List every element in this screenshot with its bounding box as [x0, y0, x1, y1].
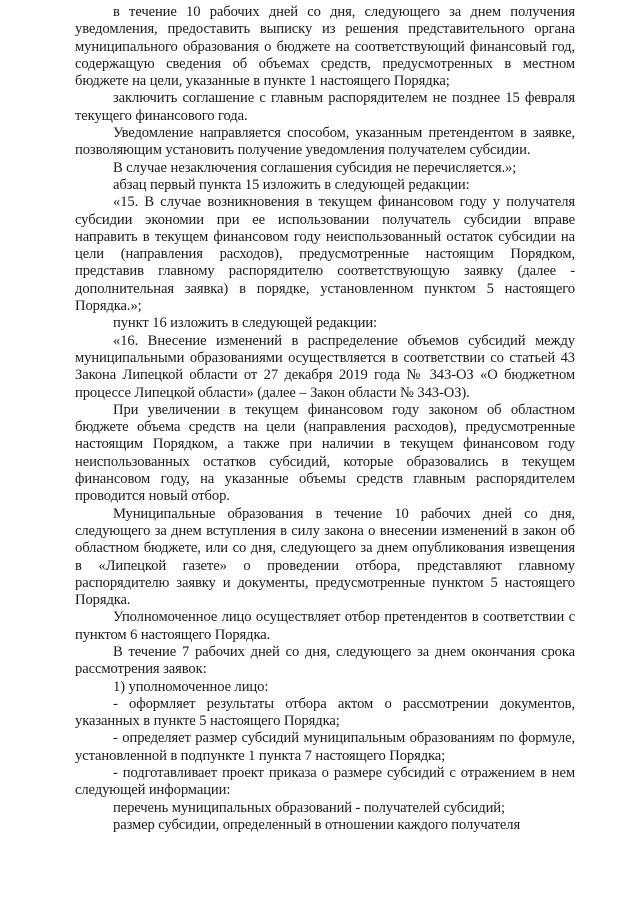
paragraph-18: размер субсидии, определенный в отношении каждого получателя — [113, 816, 521, 833]
paragraph-6: «15. В случае возникновения в текущем финансовом году у получателя субсидии экономии при ее использовании получатель субсидии вправе направить в текущем финансовом году неиспользованный остаток субсидии на цели (направления расходов), предусмотренные настоящим Порядком, представив главному распорядителю соответствующую заявку (далее - дополнительная заявка) в порядке, установленном пунктом 5 настоящего Порядка.»; — [75, 194, 575, 315]
paragraph-13: 1) уполномоченное лицо: — [113, 678, 269, 695]
paragraph-7: пункт 16 изложить в следующей редакции: — [113, 315, 377, 332]
paragraph-5: абзац первый пункта 15 изложить в следующей редакции: — [113, 176, 470, 193]
paragraph-15: - определяет размер субсидий муниципальным образованиям по формуле, установленной в подпункте 1 пункта 7 настоящего Порядка; — [75, 730, 575, 764]
paragraph-1: в течение 10 рабочих дней со дня, следующего за днем получения уведомления, предоставить выписку из решения представительного органа муниципального образования о бюджете на соответствующий финансовый год, содержащую сведения об объемах средств, предусмотренных в местном бюджете на цели, указанные в пункте 1 настоящего Порядка; — [75, 4, 575, 90]
paragraph-10: Муниципальные образования в течение 10 рабочих дней со дня, следующего за днем вступления в силу закона о внесении изменений в закон об областном бюджете, или со дня, следующего за днем опубликования извещения в «Липецкой газете» о проведении отбора, представляют главному распорядителю заявку и документы, предусмотренные пунктом 5 настоящего Порядка. — [75, 505, 575, 609]
paragraph-8: «16. Внесение изменений в распределение объемов субсидий между муниципальными образованиями осуществляется в соответствии со статьей 43 Закона Липецкой области от 27 декабря 2019 года № 343-ОЗ «О бюджетном процессе Липецкой области» (далее – Закон области № 343-ОЗ). — [75, 332, 575, 401]
paragraph-14: - оформляет результаты отбора актом о рассмотрении документов, указанных в пункте 5 настоящего Порядка; — [75, 695, 575, 730]
paragraph-2: заключить соглашение с главным распорядителем не позднее 15 февраля текущего финансового года. — [75, 90, 575, 124]
paragraph-9: При увеличении в текущем финансовом году законом об областном бюджете объема средств на цели (направления расходов), предусмотренные настоящим Порядком, а также при наличии в текущем финансовом году неиспользованных остатков субсидий, которые образовались в текущем финансовом году, на указанные объемы средств главным распорядителем проводится новый отбор. — [75, 401, 575, 505]
paragraph-3: Уведомление направляется способом, указанным претендентом в заявке, позволяющим установить получение уведомления получателем субсидии. — [75, 125, 575, 159]
paragraph-16: - подготавливает проект приказа о размере субсидий с отражением в нем следующей информации: — [75, 765, 575, 799]
paragraph-11: Уполномоченное лицо осуществляет отбор претендентов в соответствии с пунктом 6 настоящего Порядка. — [75, 609, 575, 643]
paragraph-17: перечень муниципальных образований - получателей субсидий; — [113, 799, 505, 816]
paragraph-12: В течение 7 рабочих дней со дня, следующего за днем окончания срока рассмотрения заявок: — [75, 643, 575, 678]
document-page — [75, 4, 575, 834]
paragraph-4: В случае незаключения соглашения субсидия не перечисляется.»; — [113, 159, 517, 176]
